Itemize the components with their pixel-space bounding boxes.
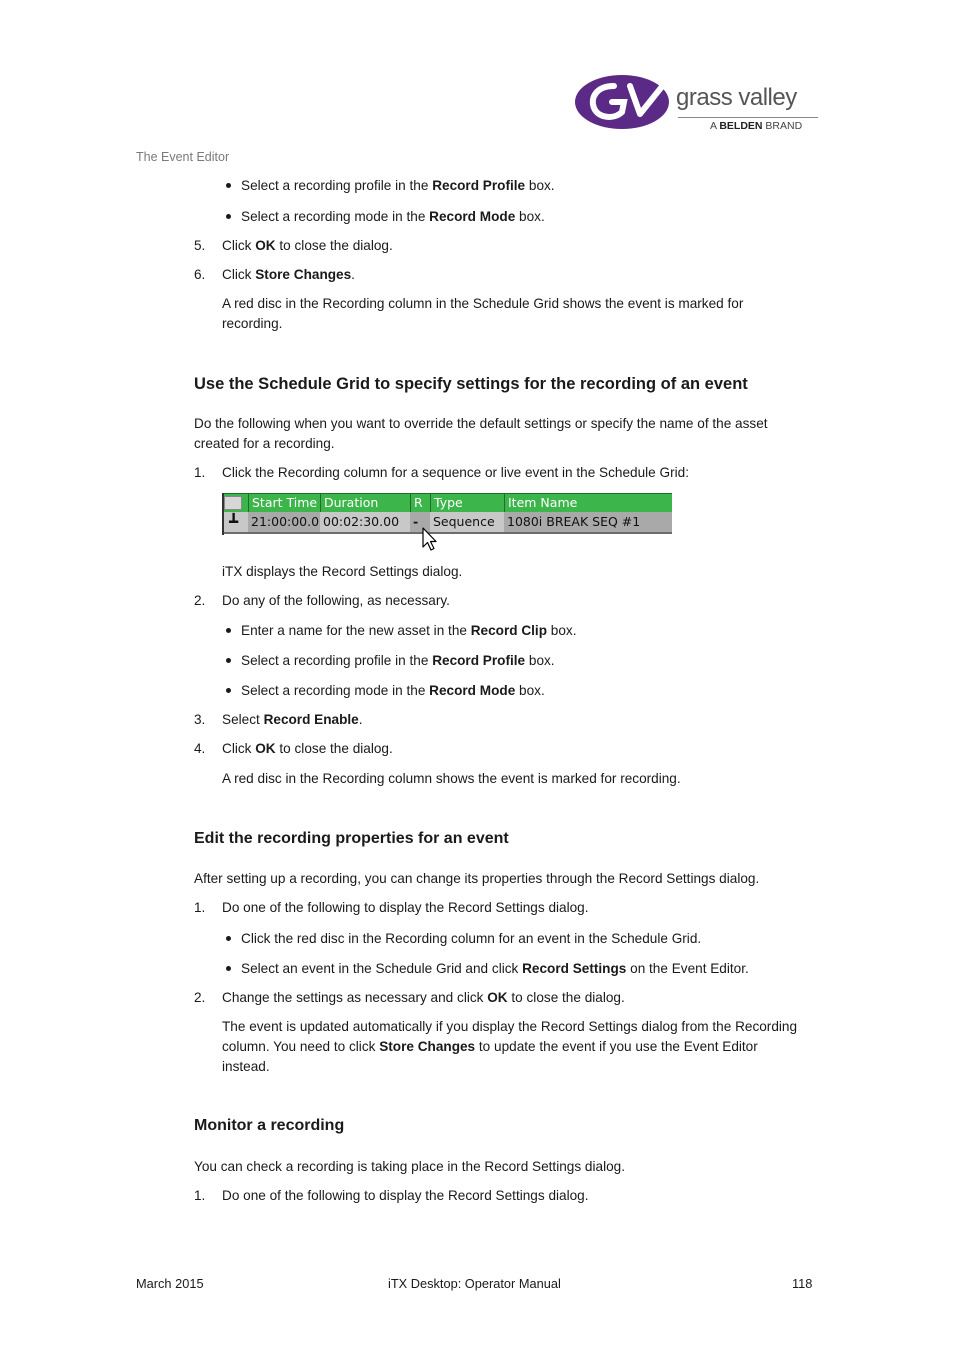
grid-cell-type[interactable]: Sequence bbox=[433, 514, 495, 529]
grid-cell-duration[interactable]: 00:02:30.00 bbox=[323, 514, 400, 529]
section-intro: Do the following when you want to override the default settings or specify the name of the asset created for a recording. bbox=[194, 416, 768, 451]
page-number: 118 bbox=[792, 1276, 813, 1291]
step-number: 4. bbox=[194, 741, 206, 756]
step-number: 5. bbox=[194, 238, 206, 253]
section-title: The Event Editor bbox=[136, 150, 230, 164]
step-number: 1. bbox=[194, 465, 206, 480]
bullet-text: Select a recording mode in the Record Mode box. bbox=[241, 683, 545, 698]
step-number: 2. bbox=[194, 593, 206, 608]
bullet-marker bbox=[226, 966, 231, 971]
note-paragraph: The event is updated automatically if you display the Record Settings dialog from the Recording column. You need to click Store Changes to update the event if you use the Event Editor instead. bbox=[222, 1019, 798, 1074]
step-text: Click OK to close the dialog. bbox=[222, 741, 393, 756]
grid-header-type[interactable]: Type bbox=[430, 494, 504, 512]
grid-header-item-name[interactable]: Item Name bbox=[504, 494, 672, 512]
step-text: Do one of the following to display the Record Settings dialog. bbox=[222, 900, 589, 915]
bullet-marker bbox=[226, 658, 231, 663]
step-number: 1. bbox=[194, 1188, 206, 1203]
bullet-text: Click the red disc in the Recording column for an event in the Schedule Grid. bbox=[241, 931, 702, 946]
grid-header-start-time[interactable]: Start Time bbox=[248, 494, 320, 512]
grid-left-border bbox=[222, 493, 224, 535]
step-text: Do any of the following, as necessary. bbox=[222, 593, 450, 608]
bullet-marker bbox=[226, 214, 231, 219]
step-text: Select Record Enable. bbox=[222, 712, 363, 727]
logo-brand-text: grass valley bbox=[676, 84, 797, 111]
bullet-text: Enter a name for the new asset in the Record Clip box. bbox=[241, 623, 577, 638]
note-paragraph: A red disc in the Recording column in the Schedule Grid shows the event is marked for recording. bbox=[222, 296, 744, 331]
step-result-text: iTX displays the Record Settings dialog. bbox=[222, 564, 463, 579]
section-heading: Use the Schedule Grid to specify settings for the recording of an event bbox=[194, 375, 748, 393]
grid-corner bbox=[224, 496, 242, 510]
footer-date: March 2015 bbox=[136, 1276, 204, 1291]
logo-divider bbox=[678, 117, 818, 118]
step-text: Click the Recording column for a sequence or live event in the Schedule Grid: bbox=[222, 465, 689, 480]
bullet-text: Select a recording profile in the Record Profile box. bbox=[241, 178, 555, 193]
bullet-marker bbox=[226, 936, 231, 941]
footer-title: iTX Desktop: Operator Manual bbox=[388, 1276, 561, 1291]
step-text: Click Store Changes. bbox=[222, 267, 355, 282]
grid-event-row[interactable] bbox=[222, 512, 672, 534]
bullet-marker bbox=[226, 183, 231, 188]
section-intro: You can check a recording is taking place in the Record Settings dialog. bbox=[194, 1159, 625, 1174]
bullet-text: Select a recording profile in the Record Profile box. bbox=[241, 653, 555, 668]
bullet-marker bbox=[226, 628, 231, 633]
step-text: Click OK to close the dialog. bbox=[222, 238, 393, 253]
bullet-text: Select an event in the Schedule Grid and click Record Settings on the Event Editor. bbox=[241, 961, 749, 976]
grass-valley-logo bbox=[574, 70, 824, 136]
section-heading: Edit the recording properties for an event bbox=[194, 830, 509, 847]
plus-icon[interactable]: ┻ bbox=[229, 513, 239, 531]
bullet-marker bbox=[226, 688, 231, 693]
grid-header-row bbox=[222, 493, 672, 512]
note-paragraph: A red disc in the Recording column shows the event is marked for recording. bbox=[222, 771, 681, 786]
grid-header-recording[interactable]: R bbox=[410, 494, 430, 512]
grid-cell-start-time[interactable]: 21:00:00.0 bbox=[248, 512, 320, 532]
step-number: 6. bbox=[194, 267, 206, 282]
grid-cell-recording[interactable]: - bbox=[410, 512, 430, 532]
grid-header-duration[interactable]: Duration bbox=[320, 494, 410, 512]
section-intro: After setting up a recording, you can change its properties through the Record Settings dialog. bbox=[194, 871, 760, 886]
bullet-text: Select a recording mode in the Record Mode box. bbox=[241, 209, 545, 224]
logo-sub-text: A BELDEN BRAND bbox=[710, 120, 803, 132]
mouse-cursor-icon bbox=[421, 527, 439, 553]
step-number: 2. bbox=[194, 990, 206, 1005]
section-heading: Monitor a recording bbox=[194, 1117, 345, 1134]
step-number: 1. bbox=[194, 900, 206, 915]
step-text: Do one of the following to display the Record Settings dialog. bbox=[222, 1188, 589, 1203]
step-text: Change the settings as necessary and click OK to close the dialog. bbox=[222, 990, 625, 1005]
grid-cell-item-name[interactable]: 1080i BREAK SEQ #1 bbox=[504, 512, 672, 532]
schedule-grid bbox=[222, 493, 672, 535]
step-number: 3. bbox=[194, 712, 206, 727]
gv-logo-icon bbox=[574, 72, 678, 132]
